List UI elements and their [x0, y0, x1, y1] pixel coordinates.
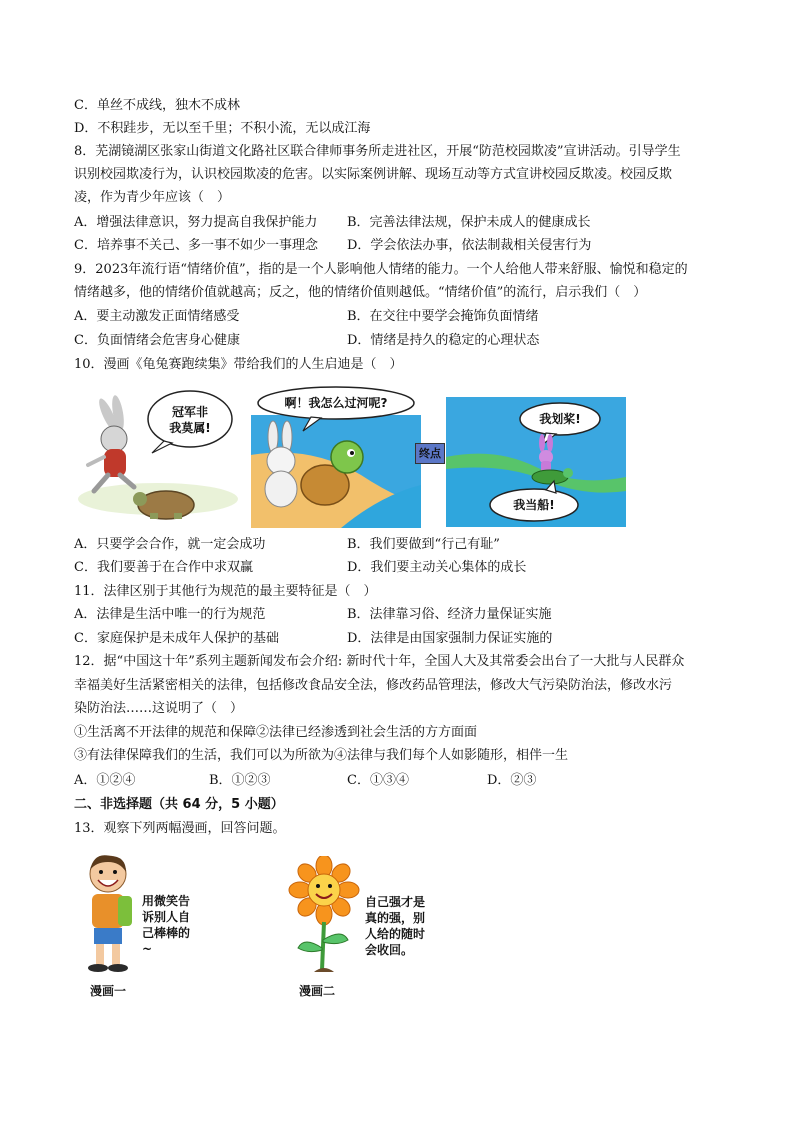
q10-option-d: D．我们要主动关心集体的成长: [347, 560, 527, 575]
river-illustration: [251, 385, 421, 528]
q13-stem: 13．观察下列两幅漫画，回答问题。: [74, 821, 286, 836]
comic1-text-line3: 己棒棒的: [142, 926, 191, 940]
q11-option-a: A．法律是生活中唯一的行为规范: [74, 607, 266, 622]
q12-stem-line2: 幸福美好生活紧密相关的法律，包括修改食品安全法，修改药品管理法，修改大气污染防治法，修改水污: [74, 678, 673, 693]
q12-statement-1-2: ①生活离不开法律的规范和保障②法律已经渗透到社会生活的方方面面: [74, 725, 478, 740]
q12-stem-line1: 12．据“中国这十年”系列主题新闻发布会介绍: 新时代十年，全国人大及其常委会出台了一大批与人民群众: [74, 654, 685, 669]
comic1-boy: [80, 852, 140, 974]
comic2-text-line4: 会收回。: [365, 943, 414, 957]
q8-option-d: D．学会依法办事，依法制裁相关侵害行为: [347, 238, 592, 253]
comic1-text: [142, 893, 190, 957]
q12-stem-line3: 染防治法……这说明了（ ）: [74, 701, 244, 716]
comic1-caption: 漫画一: [90, 984, 127, 998]
q12-option-b: B．①②③: [209, 773, 271, 788]
crossing-illustration: [446, 397, 626, 527]
panel1-bubble-line1: 冠军非: [171, 405, 209, 419]
q9-stem-line2: 情绪越多，他的情绪价值就越高；反之，他的情绪价值则越低。“情绪价值”的流行，启示我们（ ）: [74, 285, 647, 300]
q11-option-d: D．法律是由国家强制力保证实施的: [347, 631, 553, 646]
q10-option-a: A．只要学会合作，就一定会成功: [74, 537, 266, 552]
comic1-text-line4: ~: [142, 942, 153, 956]
section-heading: 二、非选择题（共 64 分，5 小题）: [74, 797, 284, 812]
q8-stem-line2: 识别校园欺凌行为，认识校园欺凌的危害。以实际案例讲解、现场互动等方式宣讲校园反欺凌。校园反欺: [74, 167, 673, 182]
q12-option-c: C．①③④: [347, 773, 409, 788]
comic2-text-line3: 人给的随时: [365, 927, 426, 941]
q12-statement-3-4: ③有法律保障我们的生活，我们可以为所欲为④法律与我们每个人如影随形，相伴一生: [74, 748, 569, 763]
comic-panel-rabbit-race: [74, 387, 240, 527]
comic2-text-line2: 真的强，别: [365, 911, 426, 925]
q10-stem: 10．漫画《龟兔赛跑续集》带给我们的人生启迪是（ ）: [74, 357, 403, 372]
flower-icon: [286, 856, 362, 976]
panel3-bubble-bottom: 我当船!: [513, 498, 555, 512]
panel2-bubble: 啊！我怎么过河呢?: [284, 396, 388, 410]
panel1-bubble-line2: 我莫属!: [169, 421, 211, 435]
comic2-caption: 漫画二: [299, 984, 336, 998]
q9-option-a: A．要主动激发正面情绪感受: [74, 309, 240, 324]
boy-icon: [80, 852, 140, 974]
q8-option-c: C．培养事不关己、多一事不如少一事理念: [74, 238, 318, 253]
q8-option-b: B．完善法律法规，保护未成人的健康成长: [347, 215, 591, 230]
comic1-text-line2: 诉别人自: [142, 910, 191, 924]
q12-option-a: A．①②④: [74, 773, 136, 788]
comic2-text-line1: 自己强才是: [365, 895, 426, 909]
q11-option-c: C．家庭保护是未成年人保护的基础: [74, 631, 279, 646]
q7-option-c: C．单丝不成线，独木不成林: [74, 98, 240, 113]
comic2-flower: [286, 856, 362, 976]
comic2-text: [365, 894, 425, 958]
rabbit-race-illustration: [74, 387, 240, 527]
comic-panel-river: [251, 385, 421, 528]
q11-option-b: B．法律靠习俗、经济力量保证实施: [347, 607, 552, 622]
comic1-text-line1: 用微笑告: [142, 894, 191, 908]
q9-option-d: D．情绪是持久的稳定的心理状态: [347, 333, 540, 348]
q12-option-d: D．②③: [487, 773, 537, 788]
panel3-bubble-top: 我划桨!: [539, 412, 581, 426]
q8-stem-line3: 凌，作为青少年应该（ ）: [74, 190, 231, 205]
speech-bubble: [148, 391, 232, 447]
q10-option-b: B．我们要做到“行己有耻”: [347, 537, 500, 552]
q10-option-c: C．我们要善于在合作中求双赢: [74, 560, 253, 575]
comic-panel-crossing: [446, 397, 626, 527]
finish-label: 终点: [415, 443, 445, 464]
q8-stem-line1: 8．芜湖镜湖区张家山街道文化路社区联合律师事务所走进社区，开展“防范校园欺凌”宣讲活动。引导学生: [74, 144, 681, 159]
q11-stem: 11．法律区别于其他行为规范的最主要特征是（ ）: [74, 584, 377, 599]
q9-stem-line1: 9．2023年流行语“情绪价值”，指的是一个人影响他人情绪的能力。一个人给他人带来舒服、愉悦和稳定的: [74, 262, 688, 277]
q8-option-a: A．增强法律意识，努力提高自我保护能力: [74, 215, 318, 230]
q9-option-c: C．负面情绪会危害身心健康: [74, 333, 240, 348]
q9-option-b: B．在交往中要学会掩饰负面情绪: [347, 309, 539, 324]
q7-option-d: D．不积跬步，无以至千里；不积小流，无以成江海: [74, 121, 371, 136]
